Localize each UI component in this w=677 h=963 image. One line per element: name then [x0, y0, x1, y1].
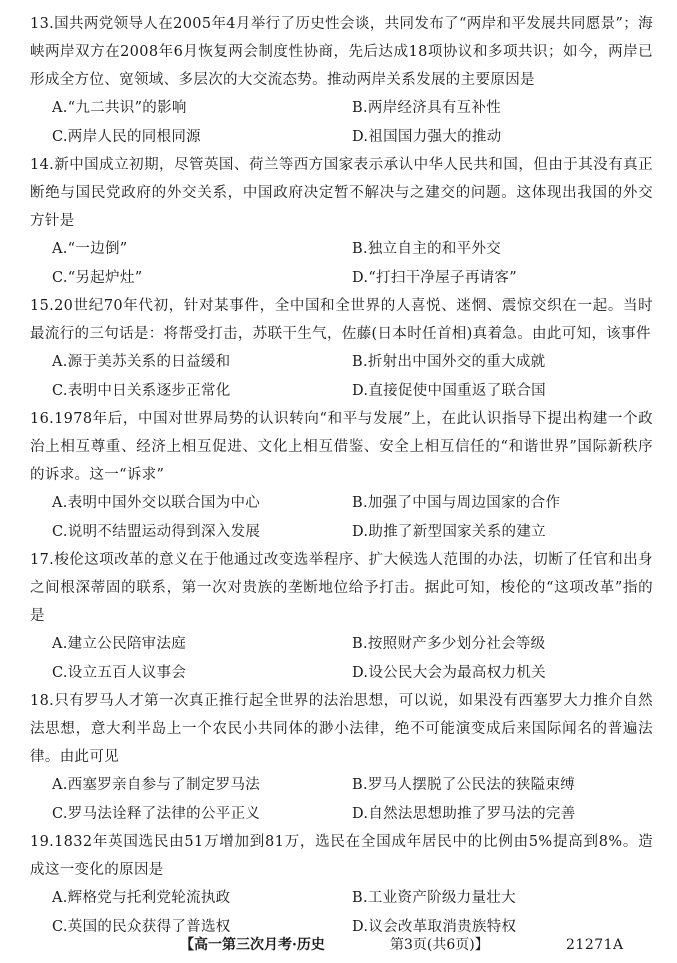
- option-c: C.两岸人民的同根同源: [52, 128, 201, 145]
- option-b: B.按照财产多少划分社会等级: [352, 636, 546, 652]
- question-17: [30, 546, 653, 687]
- option-a: A.“一边倒”: [52, 241, 128, 257]
- option-c: C.罗马法诠释了法律的公平正义: [52, 805, 261, 822]
- question-stem: 16.1978年后，中国对世界局势的认识转向“和平与发展”上，在此认识指导下提出构建一个政治上相互尊重、经济上相互促进、文化上相互借鉴、安全上相互信任的“和谐世界”国际新秩序的诉求。这一“诉求”: [30, 411, 653, 483]
- question-stem: 18.只有罗马人才第一次真正推行起全世界的法治思想，可以说，如果没有西塞罗大力推介自然法思想，意大利半岛上一个农民小共同体的渺小法律，绝不可能演变成后来国际闻名的普遍法律。由此可见: [30, 693, 653, 765]
- option-list: [52, 489, 653, 546]
- option-d: D.祖国国力强大的推动: [352, 128, 502, 145]
- option-c: C.英国的民众获得了普选权: [52, 918, 231, 935]
- option-b: B.两岸经济具有互补性: [352, 100, 502, 116]
- question-13: [30, 10, 653, 151]
- option-d: D.设公民大会为最高权力机关: [352, 664, 546, 681]
- option-b: B.折射出中国外交的重大成就: [352, 354, 546, 370]
- option-list: [52, 94, 653, 151]
- option-c: C.表明中日关系逐步正常化: [52, 382, 231, 399]
- option-list: [52, 235, 653, 292]
- question-stem: 19.1832年英国选民由51万增加到81万，选民在全国成年居民中的比例由5%提高到8%。造成这一变化的原因是: [30, 834, 653, 878]
- option-b: B.工业资产阶级力量壮大: [352, 890, 516, 906]
- option-b: B.独立自主的和平外交: [352, 241, 502, 257]
- option-a: A.建立公民陪审法庭: [52, 636, 187, 652]
- option-b: B.罗马人摆脱了公民法的狭隘束缚: [352, 777, 576, 793]
- option-a: A.辉格党与托利党轮流执政: [52, 890, 231, 906]
- option-list: [52, 630, 653, 687]
- question-14: [30, 151, 653, 292]
- option-a: A.“九二共识”的影响: [52, 100, 187, 116]
- question-stem: 14.新中国成立初期，尽管英国、荷兰等西方国家表示承认中华人民共和国，但由于其没有真正断绝与国民党政府的外交关系，中国政府决定暂不解决与之建交的问题。这体现出我国的外交方针是: [30, 157, 653, 229]
- option-c: C.“另起炉灶”: [52, 269, 143, 286]
- option-d: D.自然法思想助推了罗马法的完善: [352, 805, 576, 822]
- option-list: [52, 884, 653, 941]
- option-a: A.源于美苏关系的日益缓和: [52, 354, 231, 370]
- question-stem: 15.20世纪70年代初，针对某事件，全中国和全世界的人喜悦、迷惘、震惊交织在一起。当时最流行的三句话是：将帮受打击，苏联干生气，佐藤(日本时任首相)真着急。由此可知，该事件: [30, 298, 653, 342]
- option-list: [52, 348, 653, 405]
- option-b: B.加强了中国与周边国家的合作: [352, 495, 561, 511]
- exam-code: 21271A: [566, 937, 624, 953]
- option-d: D.助推了新型国家关系的建立: [352, 523, 546, 540]
- option-list: [52, 771, 653, 828]
- question-18: [30, 687, 653, 828]
- question-15: [30, 292, 653, 405]
- page-footer: [0, 934, 677, 956]
- option-c: C.说明不结盟运动得到深入发展: [52, 523, 261, 540]
- question-stem: 17.梭伦这项改革的意义在于他通过改变选举程序、扩大候选人范围的办法，切断了任官和出身之间根深蒂固的联系，第一次对贵族的垄断地位给予打击。据此可知，梭伦的“这项改革”指的是: [30, 552, 653, 624]
- page-number: 第3页(共6页)】: [390, 937, 489, 953]
- exam-title: 【高一第三次月考·历史: [180, 937, 325, 953]
- option-c: C.设立五百人议事会: [52, 664, 187, 681]
- question-stem: 13.国共两党领导人在2005年4月举行了历史性会谈，共同发布了“两岸和平发展共同愿景”；海峡两岸双方在2008年6月恢复两会制度性协商，先后达成18项协议和多项共识；如今，两岸已形成全方位、宽领域、多层次的大交流态势。推动两岸关系发展的主要原因是: [30, 16, 653, 88]
- question-19: [30, 828, 653, 941]
- option-a: A.表明中国外交以联合国为中心: [52, 495, 261, 511]
- option-d: D.“打扫干净屋子再请客”: [352, 269, 517, 286]
- option-d: D.议会改革取消贵族特权: [352, 918, 517, 935]
- question-16: [30, 405, 653, 546]
- option-a: A.西塞罗亲自参与了制定罗马法: [52, 777, 261, 793]
- option-d: D.直接促使中国重返了联合国: [352, 382, 546, 399]
